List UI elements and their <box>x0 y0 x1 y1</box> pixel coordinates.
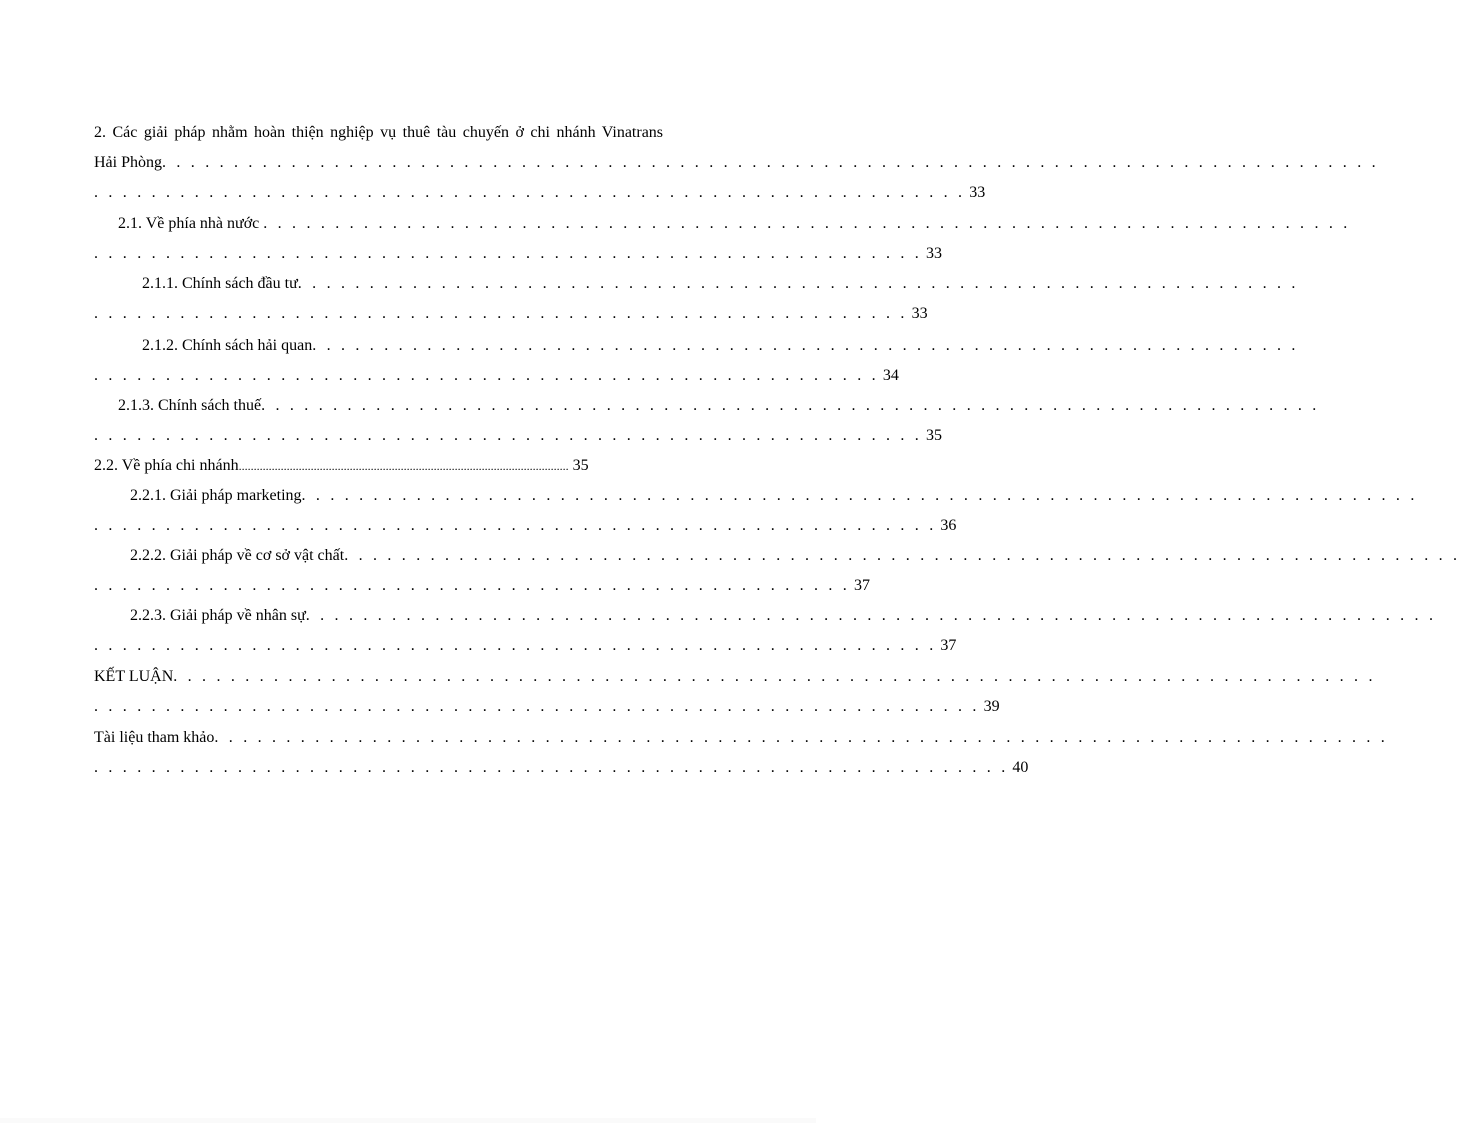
toc-leader-dots: . . . . . . . . . . . . . . . . . . . . . . . . . . . . . . . . . . . . . . . . . . . . . . . . . . . . . . . . . . <box>94 427 922 444</box>
toc-entry-2-page: 33 <box>926 245 942 262</box>
toc-entry-4-text: 2.1.2. Chính sách hải quan <box>142 337 313 354</box>
toc-leader-dots: . . . . . . . . . . . . . . . . . . . . . . . . . . . . . . . . . . . . . . . . . . . . . . . . . . . . . . . <box>94 367 879 384</box>
toc-entry-9-text: 2.2.3. Giải pháp về nhân sự <box>130 607 306 624</box>
toc-entry-6-page: 35 <box>572 457 589 474</box>
toc-leader-dots: . . . . . . . . . . . . . . . . . . . . . . . . . . . . . . . . . . . . . . . . . . . . . . . . . . . . . . . . . . . . . . . . . . . . . . . . . . <box>261 397 1320 414</box>
toc-leader-dots: . . . . . . . . . . . . . . . . . . . . . . . . . . . . . . . . . . . . . . . . . . . . . . . . . . . . . . . . . . . . . . . . . . . . . . . . . . . . . . . <box>305 607 1437 624</box>
toc-leader-dots: . . . . . . . . . . . . . . . . . . . . . . . . . . . . . . . . . . . . . . . . . . . . . . . . . . . . . <box>94 577 850 594</box>
toc-entry-1-line-2 <box>94 153 1379 173</box>
toc-entry-3-page: 33 <box>911 305 928 322</box>
toc-entry-11-text: Tài liệu tham khảo <box>94 729 215 746</box>
toc-entry-9-line-1 <box>130 606 1437 626</box>
toc-entry-3-line-1 <box>142 274 1299 294</box>
toc-entry-10-page: 39 <box>983 698 1000 715</box>
toc-entry-7-line-1 <box>130 486 1418 506</box>
toc-leader-dots: . . . . . . . . . . . . . . . . . . . . . . . . . . . . . . . . . . . . . . . . . . . . . . . . . . . . . . . . . . . . . . . . <box>94 759 1009 776</box>
toc-entry-8-text: 2.2.2. Giải pháp về cơ sở vật chất <box>130 547 345 564</box>
toc-entry-3-line-2 <box>94 304 928 324</box>
toc-entry-4-page: 34 <box>882 367 899 384</box>
toc-entry-4-line-1 <box>142 336 1299 356</box>
toc-leader-dots: . . . . . . . . . . . . . . . . . . . . . . . . . . . . . . . . . . . . . . . . . . . . . . . . . . . . . . . . . . . . . . . . . . . . . . . . . . . . . . . . . . . . . <box>162 154 1379 171</box>
toc-leader-dots: . . . . . . . . . . . . . . . . . . . . . . . . . . . . . . . . . . . . . . . . . . . . . . . . . . . . . . . . . . <box>94 245 922 262</box>
toc-entry-3-text: 2.1.1. Chính sách đầu tư <box>142 275 298 292</box>
toc-entry-1-page: 33 <box>969 184 986 201</box>
page-bottom-edge <box>0 1118 816 1123</box>
toc-entry-2-line-1 <box>118 214 1351 234</box>
toc-leader-dots: . . . . . . . . . . . . . . . . . . . . . . . . . . . . . . . . . . . . . . . . . . . . . . . . . . . . . . . . . . . <box>94 517 937 534</box>
toc-entry-2-line-2 <box>94 244 942 264</box>
toc-entry-9-line-2 <box>94 636 957 656</box>
toc-leader-dots: . . . . . . . . . . . . . . . . . . . . . . . . . . . . . . . . . . . . . . . . . . . . . . . . . . . . . . . . . . . . . . . . . . . . . . . . . . . . . . <box>301 487 1418 504</box>
toc-leader-dots: .............................................................................................................. <box>238 459 569 473</box>
toc-entry-8-line-1 <box>130 546 1460 566</box>
toc-entry-8-line-2 <box>94 576 870 596</box>
toc-leader-dots: . . . . . . . . . . . . . . . . . . . . . . . . . . . . . . . . . . . . . . . . . . . . . . . . . . . . . . . . . <box>94 305 908 322</box>
toc-entry-7-line-2 <box>94 516 957 536</box>
toc-entry-4-line-2 <box>94 366 899 386</box>
toc-entry-10-line-1 <box>94 667 1376 687</box>
toc-entry-1-text: 2. Các giải pháp nhằm hoàn thiện nghiệp vụ thuê tàu chuyến ở chi nhánh Vinatrans <box>94 124 664 141</box>
toc-leader-dots: . . . . . . . . . . . . . . . . . . . . . . . . . . . . . . . . . . . . . . . . . . . . . . . . . . . . . . . . . . . . . . . . . . . . . <box>312 337 1299 354</box>
toc-leader-dots: . . . . . . . . . . . . . . . . . . . . . . . . . . . . . . . . . . . . . . . . . . . . . . . . . . . . . . . . . . . . . . <box>94 698 980 715</box>
toc-entry-8-page: 37 <box>854 577 870 594</box>
toc-entry-5-line-1 <box>118 396 1320 416</box>
toc-entry-10-text: KẾT LUẬN <box>94 668 174 685</box>
toc-entry-5-page: 35 <box>926 427 942 444</box>
toc-leader-dots: . . . . . . . . . . . . . . . . . . . . . . . . . . . . . . . . . . . . . . . . . . . . . . . . . . . . . . . . . . . . . . . . . . . . . . . . . . . . . . <box>344 547 1460 564</box>
toc-entry-5-text: 2.1.3. Chính sách thuế <box>118 397 262 414</box>
toc-entry-11-page: 40 <box>1012 759 1029 776</box>
toc-leader-dots: . . . . . . . . . . . . . . . . . . . . . . . . . . . . . . . . . . . . . . . . . . . . . . . . . . . . . . . . . . . <box>94 637 937 654</box>
toc-entry-7-page: 36 <box>940 517 957 534</box>
toc-entry-2-text: 2.1. Về phía nhà nước <box>118 215 260 232</box>
toc-leader-dots: . . . . . . . . . . . . . . . . . . . . . . . . . . . . . . . . . . . . . . . . . . . . . . . . . . . . . . . . . . . . . . . . . . . . . . . . . . . . . . . . . . <box>214 729 1389 746</box>
toc-leader-dots: . . . . . . . . . . . . . . . . . . . . . . . . . . . . . . . . . . . . . . . . . . . . . . . . . . . . . . . . . . . . . . . . . . . . . . <box>297 275 1299 292</box>
toc-leader-dots: . . . . . . . . . . . . . . . . . . . . . . . . . . . . . . . . . . . . . . . . . . . . . . . . . . . . . . . . . . . . . <box>94 184 966 201</box>
toc-entry-1-line-3 <box>94 183 986 203</box>
toc-entry-1-text-cont: Hải Phòng <box>94 154 162 171</box>
toc-leader-dots: . . . . . . . . . . . . . . . . . . . . . . . . . . . . . . . . . . . . . . . . . . . . . . . . . . . . . . . . . . . . . . . . . . . . . . . . . . . . . . . . . . . . <box>173 668 1376 685</box>
toc-entry-5-line-2 <box>94 426 942 446</box>
toc-entry-6-line-1 <box>94 456 740 476</box>
toc-entry-9-page: 37 <box>940 637 957 654</box>
toc-entry-1-line-1 <box>94 123 740 143</box>
toc-leader-dots: . . . . . . . . . . . . . . . . . . . . . . . . . . . . . . . . . . . . . . . . . . . . . . . . . . . . . . . . . . . . . . . . . . . . . . . . . . . . <box>263 215 1351 232</box>
toc-entry-11-line-2 <box>94 758 1029 778</box>
toc-entry-6-text: 2.2. Về phía chi nhánh <box>94 457 239 474</box>
toc-entry-7-text: 2.2.1. Giải pháp marketing <box>130 487 302 504</box>
toc-entry-11-line-1 <box>94 728 1389 748</box>
toc-entry-10-line-2 <box>94 697 1000 717</box>
